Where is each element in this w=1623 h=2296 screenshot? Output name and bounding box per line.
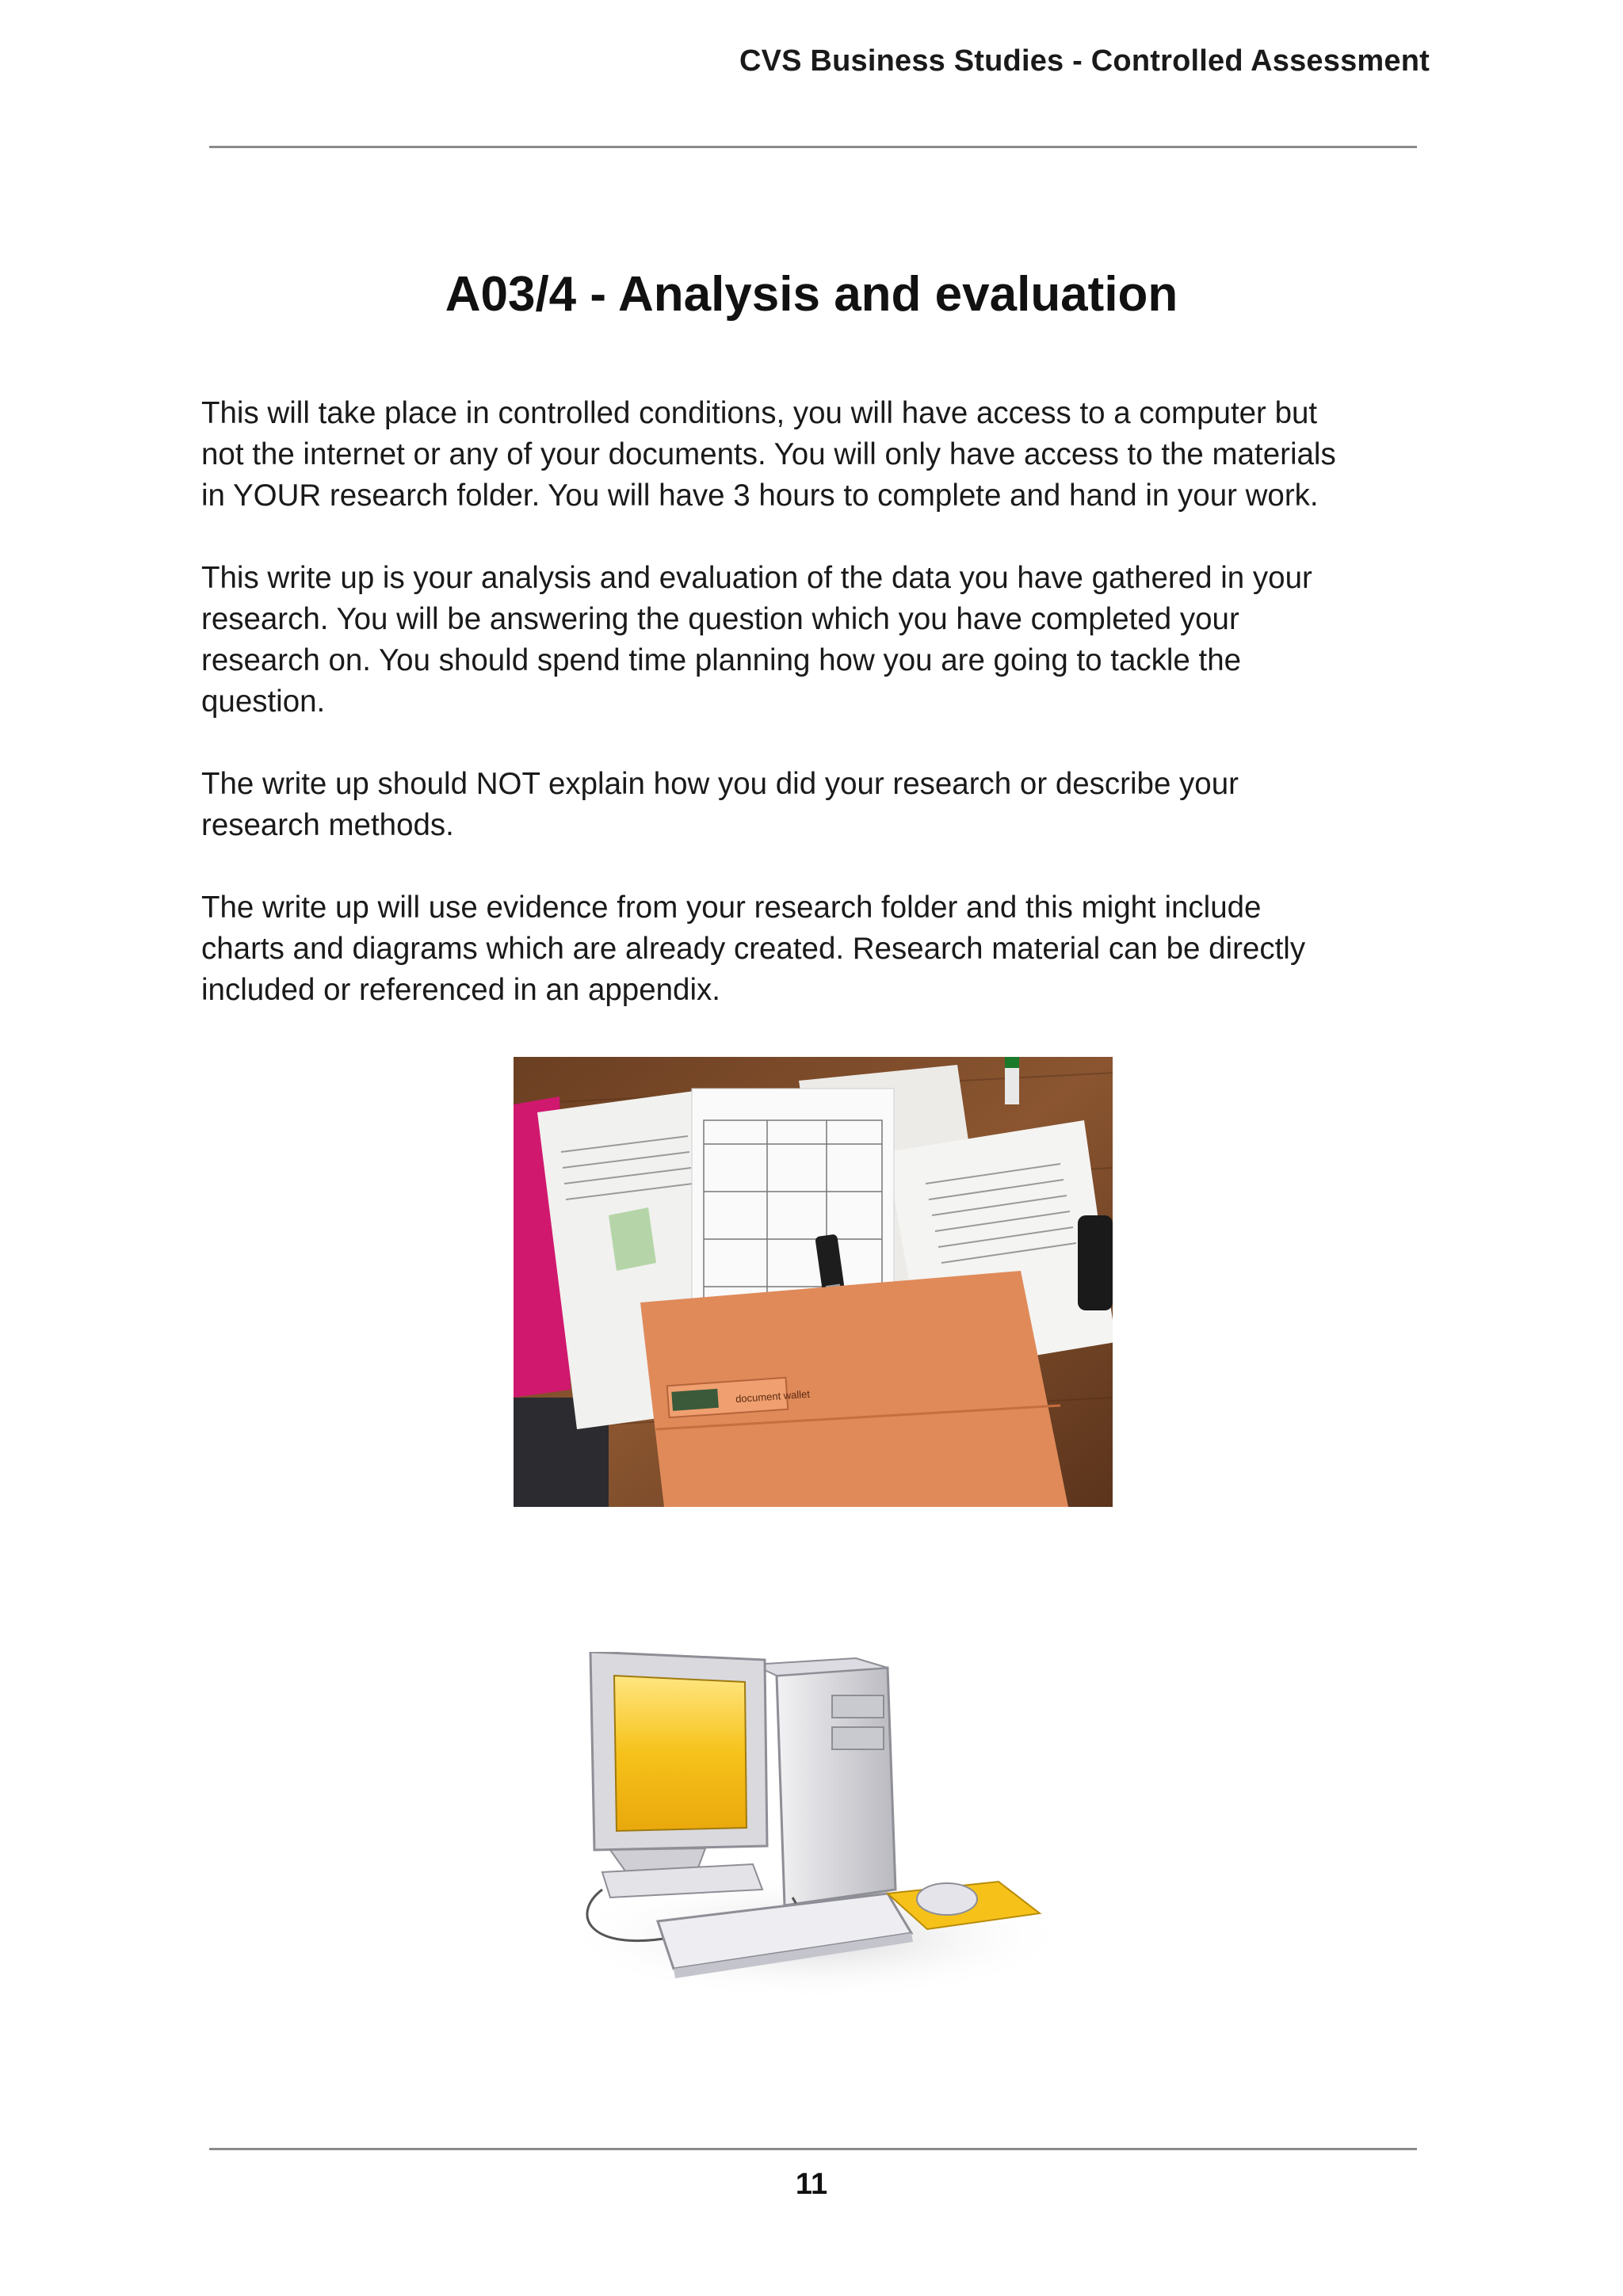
header-divider	[209, 146, 1417, 148]
desktop-computer-icon	[555, 1652, 1062, 2000]
research-folder-photo	[514, 1057, 1113, 1507]
footer-divider	[209, 2148, 1417, 2150]
body-text	[201, 393, 1438, 1052]
paragraph-conditions: This will take place in controlled conditions, you will have access to a computer but not the internet or any of your documents. You will only have access to the materials in YOUR research folder. You will have 3 hours to complete and hand in your work.	[201, 396, 1336, 513]
paragraph-evidence: The write up will use evidence from your research folder and this might include charts and diagrams which are already created. Research material can be directly included or referenced in an appendix.	[201, 891, 1306, 1007]
wallet-label: document wallet	[735, 1387, 811, 1405]
paragraph-not-methods: The write up should NOT explain how you did your research or describe your research methods.	[201, 767, 1239, 842]
running-header: CVS Business Studies - Controlled Assessment	[739, 44, 1430, 78]
page-title: A03/4 - Analysis and evaluation	[445, 267, 1178, 322]
page-number: 11	[795, 2168, 828, 2201]
paragraph-analysis: This write up is your analysis and evaluation of the data you have gathered in your research. You will be answering the question which you have completed your research on. You should spend time planning how you are going to tackle the question.	[201, 561, 1312, 719]
